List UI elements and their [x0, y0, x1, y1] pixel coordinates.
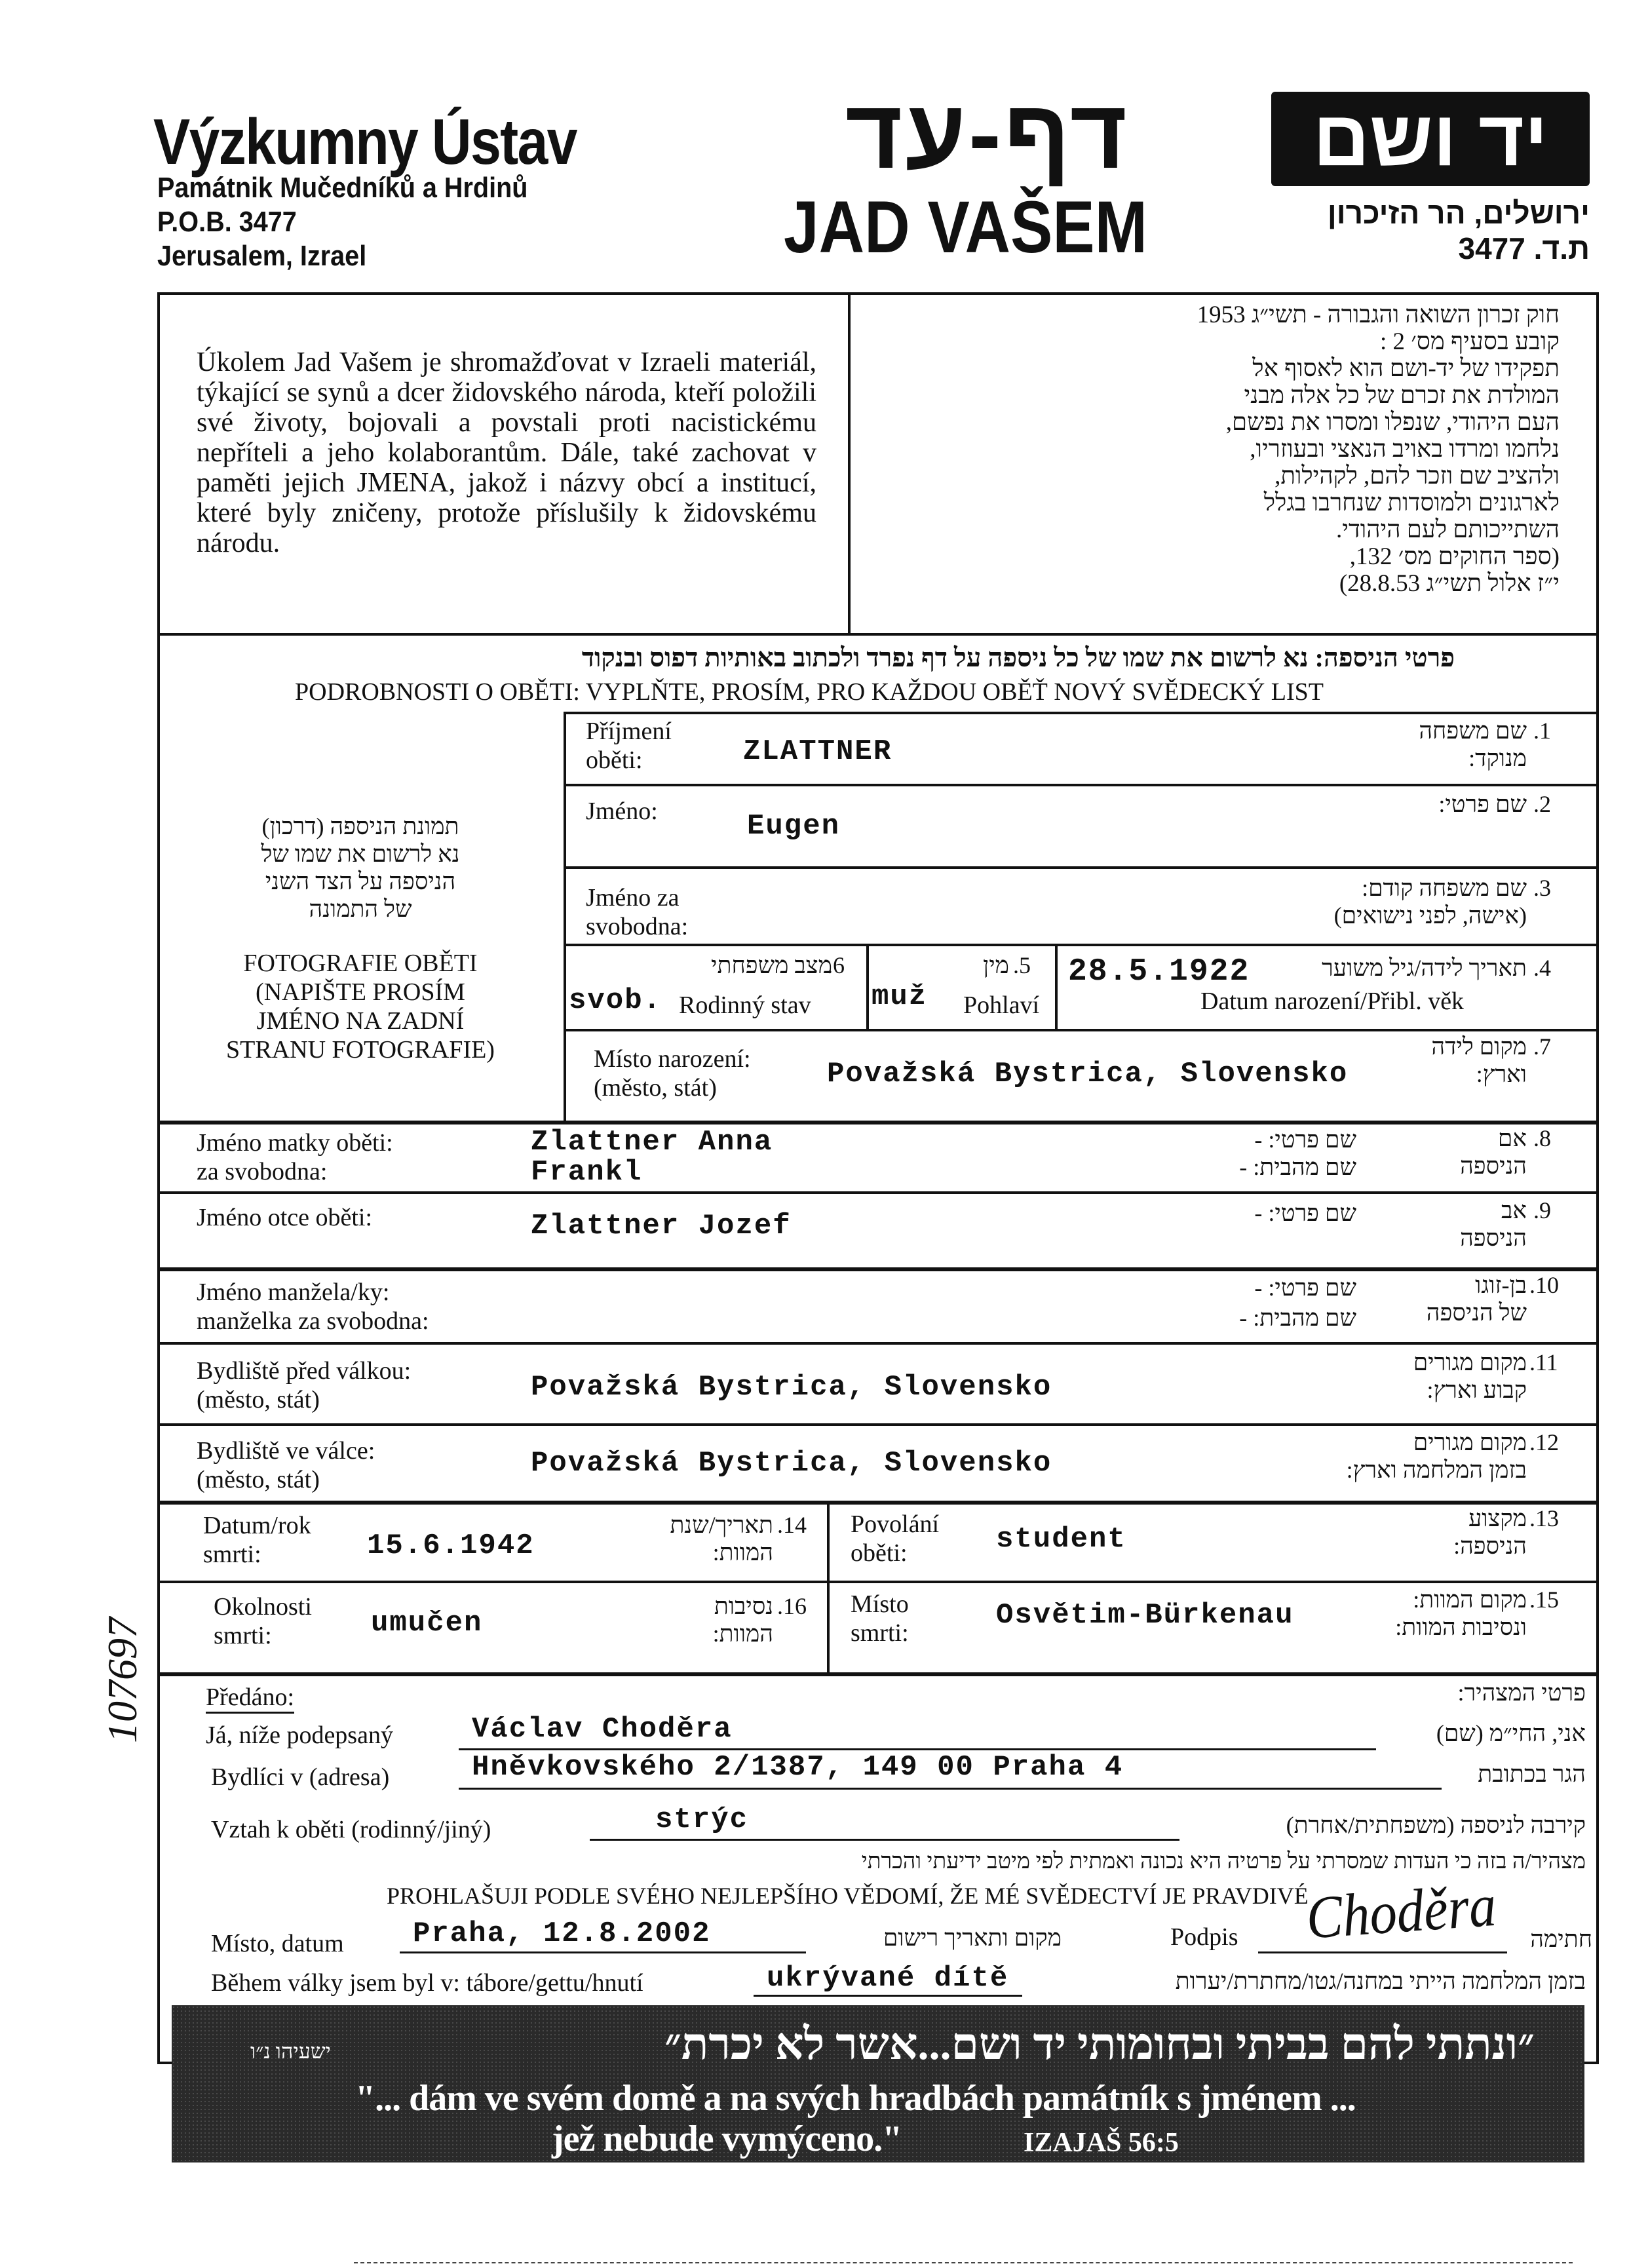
submitter-title-he: פרטי המצהיר:: [1457, 1680, 1586, 1706]
intro-he-line: קובע בסעיף מס׳ 2 :: [1379, 328, 1560, 355]
relation-label-he: קירבה לניספה (משפחתית/אחרת): [1286, 1812, 1586, 1838]
f16-label-he: נסיבות המוות:: [712, 1593, 773, 1647]
cell-divider: [1055, 944, 1058, 1029]
occupation-value[interactable]: student: [996, 1523, 1126, 1556]
photo-cz-line: (NAPIŠTE PROSÍM: [256, 978, 465, 1006]
f4-number: .4: [1533, 955, 1551, 981]
wartime-residence-value[interactable]: Považská Bystrica, Slovensko: [531, 1447, 1052, 1480]
photo-divider: [564, 712, 566, 1121]
f10-he-maiden: שם מהבית: -: [1239, 1305, 1356, 1331]
f10-label-he: בן-זוגו של הניספה: [1426, 1272, 1527, 1326]
f15-number: .15: [1529, 1586, 1559, 1613]
f1-label-he: שם משפחה מנוקד:: [1419, 718, 1527, 771]
victim-header-cz: PODROBNOSTI O OBĚTI: VYPLŇTE, PROSÍM, PRO KAŽDOU OBĚŤ NOVÝ SVĚDECKÝ LIST: [295, 678, 1324, 706]
declaration-he: מצהיר/ה בזה כי העדות שמסרתי על פרטיה היא נכונה ואמתית לפי מיטב ידיעתי והכרתי: [861, 1849, 1586, 1874]
f9-he-first: שם פרטי: -: [1254, 1200, 1356, 1226]
place-date-line: [400, 1951, 806, 1953]
mother-maiden-value[interactable]: Frankl: [531, 1156, 643, 1189]
relation-line: [590, 1839, 1179, 1841]
f9-label-cz: Jméno otce oběti:: [197, 1204, 373, 1231]
f7-label-cz: Místo narození: (město, stát): [594, 1045, 751, 1102]
f8-he-first: שם פרטי: -: [1254, 1126, 1356, 1153]
intro-he-line: י״ז אלול תשי״ג 28.8.53): [1339, 570, 1560, 597]
surname-value[interactable]: ZLATTNER: [743, 735, 892, 768]
relation-value[interactable]: strýc: [655, 1803, 749, 1836]
intro-he-line: לארגונים ולמוסדות שנחרבו בגלל: [1263, 490, 1560, 516]
f5-label-he: מין: [983, 952, 1009, 978]
f7-number: .7: [1533, 1033, 1551, 1060]
row-rule-thick: [157, 1672, 1599, 1676]
footer-czech-source: IZAJAŠ 56:5: [1024, 2128, 1179, 2158]
address-line: [459, 1788, 1442, 1790]
row-rule: [564, 784, 1599, 786]
f14-number: .14: [777, 1512, 807, 1538]
prewar-residence-value[interactable]: Považská Bystrica, Slovensko: [531, 1371, 1052, 1404]
death-divider: [827, 1501, 830, 1672]
f9-number: .9: [1533, 1197, 1551, 1223]
f5-label-cz: Pohlaví: [963, 991, 1040, 1019]
photo-cz-line: JMÉNO NA ZADNÍ: [256, 1007, 465, 1035]
photo-he-line: של התמונה: [309, 896, 412, 922]
f3-label-he: שם משפחה קודם: (אישה, לפני נישואים): [1333, 875, 1527, 929]
f1-number: .1: [1533, 718, 1551, 744]
f12-label-he: מקום מגורים בזמן המלחמה וארץ:: [1346, 1429, 1527, 1483]
intro-he-line: (ספר החוקים מס׳ 132,: [1349, 543, 1560, 570]
war-line: [754, 1995, 1022, 1997]
row-rule: [564, 866, 1599, 869]
declaration-cz: PROHLAŠUJI PODLE SVÉHO NEJLEPŠÍHO VĚDOMÍ, ŽE MÉ SVĚDECTVÍ JE PRAVDIVÉ: [387, 1883, 1309, 1909]
f2-label-he: שם פרטי:: [1438, 791, 1527, 817]
f11-label-he: מקום מגורים קבוע וארץ:: [1413, 1349, 1527, 1403]
footer-hebrew-source: ישעיהו נ״ו: [250, 2039, 331, 2063]
f14-label-cz: Datum/rok smrti:: [203, 1512, 311, 1568]
war-location-value[interactable]: ukrývané dítě: [767, 1962, 1009, 1995]
center-latin-title: JAD VAŠEM: [784, 186, 1147, 268]
death-date-value[interactable]: 15.6.1942: [367, 1529, 535, 1562]
photo-he-line: תמונת הניספה (דרכון): [261, 813, 459, 839]
photo-he-line: נא לרשום את שמו של: [261, 841, 460, 867]
intro-bottom-rule: [157, 633, 1599, 636]
signature: Choděra: [1304, 1871, 1499, 1951]
f3-label-cz: Jméno za svobodna:: [586, 884, 689, 940]
intro-hebrew-text: [872, 301, 1560, 597]
address-label-cz: Bydlíci v (adresa): [211, 1763, 390, 1791]
f13-number: .13: [1529, 1505, 1559, 1531]
f4-label-he: תאריך לידה/גיל משוער: [1322, 955, 1527, 981]
institute-pob: P.O.B. 3477: [157, 206, 297, 238]
name-line: [459, 1748, 1376, 1750]
place-date-label-cz: Místo, datum: [211, 1930, 344, 1957]
photo-he-line: הניספה על הצד השני: [265, 868, 456, 894]
institute-title: Výzkumny Ústav: [153, 106, 577, 178]
intro-he-line: ולהציב שם וזכר להם, לקהילות,: [1274, 463, 1560, 490]
first-name-value[interactable]: Eugen: [747, 810, 841, 843]
bottom-scan-edge: [354, 2262, 1573, 2263]
relation-label-cz: Vztah k oběti (rodinný/jiný): [211, 1816, 491, 1843]
f12-label-cz: Bydliště ve válce: (město, stát): [197, 1437, 375, 1493]
victim-header-he: פרטי הניספה: נא לרשום את שמו של כל ניספה על דף נפרד ולכתוב באותיות דפוס ובנקוד: [581, 643, 1455, 672]
place-date-value[interactable]: Praha, 12.8.2002: [413, 1917, 711, 1950]
row-rule: [157, 1423, 1599, 1426]
f15-label-cz: Místo smrti:: [851, 1590, 909, 1647]
birthplace-value[interactable]: Považská Bystrica, Slovensko: [827, 1058, 1349, 1090]
f6-label-he: מצב משפחתי: [711, 952, 832, 978]
war-label-he: בזמן המלחמה הייתי במחנה/גטו/מחתרת/יערות: [1175, 1968, 1586, 1994]
mother-name-value[interactable]: Zlattner Anna: [531, 1126, 773, 1159]
victim-header-rule: [564, 712, 1599, 714]
footer-banner: [172, 2005, 1584, 2162]
submitter-title-cz: Předáno:: [206, 1683, 294, 1714]
gender-value[interactable]: muž: [872, 980, 928, 1013]
place-date-label-he: מקום ותאריך רישום: [883, 1925, 1062, 1951]
f6-number: .6: [827, 952, 845, 978]
f8-label-he: אם הניספה: [1460, 1125, 1527, 1179]
f9-label-he: אב הניספה: [1460, 1197, 1527, 1251]
intro-he-line: העם היהודי, שנפלו ומסרו את נפשם,: [1225, 409, 1560, 436]
father-name-value[interactable]: Zlattner Jozef: [531, 1210, 792, 1242]
footer-czech-quote-2: jež nebude vymýceno.": [552, 2119, 902, 2159]
photo-box: [164, 813, 557, 1064]
f1-label-cz: Příjmení oběti:: [586, 718, 672, 774]
birth-date-value[interactable]: 28.5.1922: [1068, 954, 1250, 990]
photo-cz-line: FOTOGRAFIE OBĚTI: [243, 950, 478, 977]
intro-divider: [848, 292, 851, 633]
name-label-he: אני, החי״מ (שם): [1436, 1720, 1586, 1746]
f8-label-cz: Jméno matky oběti: za svobodna:: [197, 1129, 393, 1185]
header-address-he: ירושלים, הר הזיכרון: [1327, 196, 1590, 230]
f3-number: .3: [1533, 875, 1551, 901]
f8-number: .8: [1533, 1125, 1551, 1151]
f2-label-cz: Jméno:: [586, 798, 658, 825]
center-hebrew-title: דף-עד: [845, 79, 1130, 189]
f5-number: .5: [1013, 952, 1031, 978]
submitter-name-value[interactable]: Václav Choděra: [472, 1713, 733, 1746]
f7-label-he: מקום לידה וארץ:: [1431, 1033, 1527, 1087]
institute-subtitle: Památnik Mučedníků a Hrdinů: [157, 172, 528, 204]
footer-hebrew-quote: ״ונתתי להם בביתי ובחומותי יד ושם...אשר לא יכרת״: [664, 2019, 1535, 2069]
f8-he-maiden: שם מהבית: -: [1239, 1154, 1356, 1180]
row-rule: [157, 1191, 1599, 1194]
marital-status-value[interactable]: svob.: [569, 984, 662, 1017]
f16-label-cz: Okolnosti smrti:: [214, 1593, 312, 1649]
margin-number: 107697: [99, 1617, 145, 1743]
intro-czech-text: Úkolem Jad Vašem je shromažďovat v Izraeli materiál, týkající se synů a dcer židovského národa, kteří položili své životy, bojovali a povstali proti nacistickému nepříteli a jeho kolaborantům. Dále, také zachovat v paměti jejich JMENA, jakož i názvy obcí a institucí, které byly zničeny, protože příslušily k židovskému národu.: [197, 347, 816, 558]
intro-he-line: המולדת את זכרם של כל אלה מבני: [1244, 382, 1560, 409]
f10-number: .10: [1529, 1272, 1559, 1298]
death-circumstances-value[interactable]: umučen: [371, 1607, 483, 1640]
yad-vashem-logo: [1271, 92, 1590, 186]
cell-divider: [866, 944, 869, 1029]
submitter-address-value[interactable]: Hněvkovského 2/1387, 149 00 Praha 4: [472, 1751, 1124, 1784]
signature-label-cz: Podpis: [1170, 1923, 1238, 1951]
f12-number: .12: [1529, 1429, 1559, 1455]
logo-hebrew: יד ושם: [1313, 94, 1548, 182]
f10-he-first: שם פרטי: -: [1254, 1275, 1356, 1301]
header-pob-he: ת.ד. 3477: [1458, 231, 1590, 265]
intro-he-line: חוק זכרון השואה והגבורה - תשי״ג 1953: [1197, 301, 1560, 328]
death-place-value[interactable]: Osvětim-Bürkenau: [996, 1599, 1294, 1632]
footer-czech-quote-1: "... dám ve svém domě a na svých hradbách památník s jménem ...: [355, 2078, 1356, 2119]
address-label-he: הגר בכתובת: [1478, 1761, 1586, 1787]
intro-he-line: השתייכותם לעם היהודי.: [1336, 516, 1560, 543]
war-label-cz: Během války jsem byl v: tábore/gettu/hnutí: [211, 1969, 643, 1997]
f10-label-cz: Jméno manžela/ky: manželka za svobodna:: [197, 1278, 429, 1335]
intro-he-line: נלחמו ומרדו באויב הנאצי ובעוזריו,: [1250, 436, 1560, 463]
f13-label-he: מקצוע הניספה:: [1453, 1505, 1527, 1559]
f14-label-he: תאריך/שנת המוות:: [670, 1512, 773, 1566]
f11-number: .11: [1529, 1349, 1558, 1375]
f15-label-he: מקום המוות: ונסיבות המוות:: [1395, 1586, 1527, 1640]
f16-number: .16: [777, 1593, 807, 1619]
f2-number: .2: [1533, 791, 1551, 817]
row-rule: [157, 1342, 1599, 1345]
signature-line: [1258, 1951, 1507, 1953]
intro-he-line: תפקידו של יד-ושם הוא לאסוף אל: [1252, 355, 1560, 382]
row-rule: [564, 944, 1599, 946]
row-rule: [157, 1581, 1599, 1583]
f13-label-cz: Povolání oběti:: [851, 1510, 940, 1567]
f11-label-cz: Bydliště před válkou: (město, stát): [197, 1357, 412, 1413]
photo-cz-line: STRANU FOTOGRAFIE): [226, 1036, 495, 1064]
row-rule: [564, 1029, 1599, 1031]
signature-label-he: חתימה: [1530, 1926, 1592, 1952]
f6-label-cz: Rodinný stav: [679, 991, 811, 1019]
institute-city: Jerusalem, Izrael: [157, 240, 367, 272]
f4-label-cz: Datum narození/Přibl. věk: [1200, 988, 1465, 1015]
name-label-cz: Já, níže podepsaný: [206, 1721, 393, 1749]
